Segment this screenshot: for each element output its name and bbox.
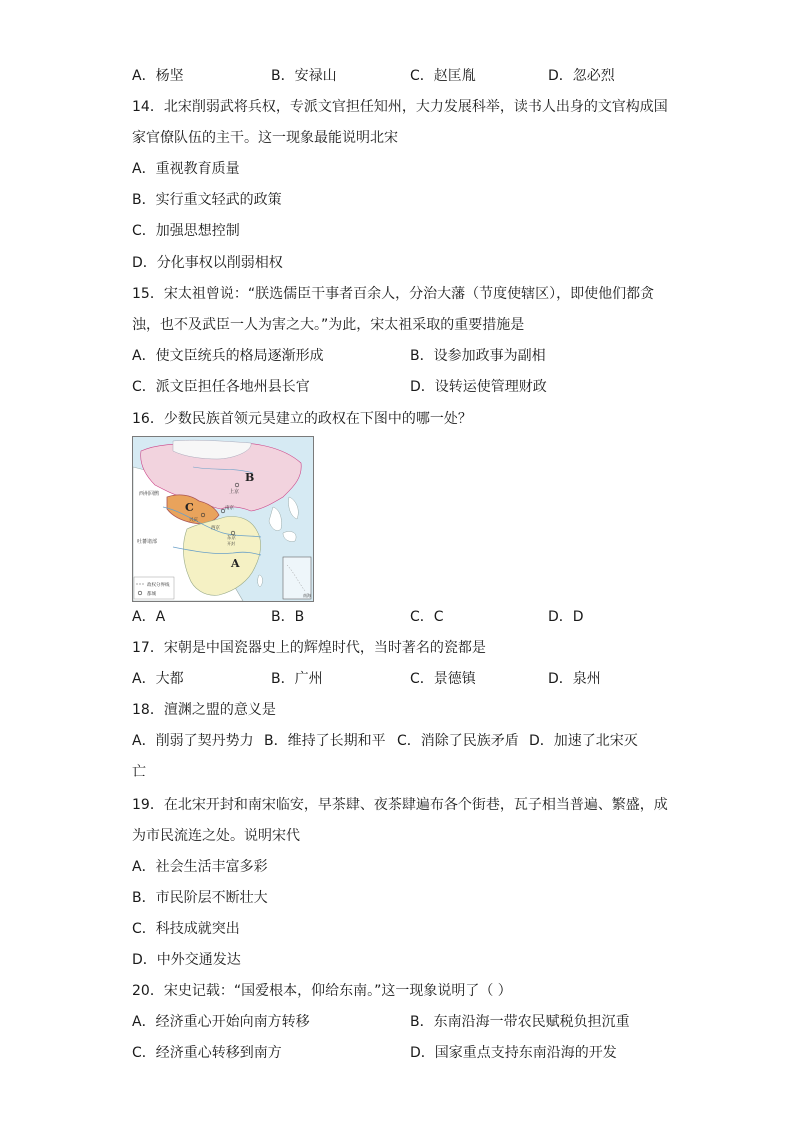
q17-stem: 17．宋朝是中国瓷器史上的辉煌时代，当时著名的瓷都是 (132, 640, 486, 656)
q19-stem-line2: 为市民流连之处。说明宋代 (132, 828, 300, 844)
map-label-a: A (231, 557, 240, 570)
q20-stem: 20．宋史记载：“国爱根本，仰给东南。”这一现象说明了（ ） (132, 983, 512, 999)
q15-stem-line2: 浊，也不及武臣一人为害之大。”为此，宋太祖采取的重要措施是 (132, 317, 525, 333)
q19-option-d: D．中外交通发达 (132, 952, 241, 968)
q19-option-b: B．市民阶层不断壮大 (132, 890, 268, 906)
q15-option-b: B．设参加政事为副相 (410, 348, 546, 364)
q17-option-c: C．景德镇 (410, 671, 476, 687)
map-legend-boundary-label: 政权分界线 (147, 583, 170, 588)
q16-option-d: D．D (548, 609, 584, 625)
q16-option-b: B．B (271, 609, 305, 625)
q13-option-a: A．杨坚 (132, 68, 184, 84)
map-legend-capital-label: 都城 (147, 592, 156, 597)
q15-option-c: C．派文臣担任各地州县长官 (132, 379, 310, 395)
q16-option-a: A．A (132, 609, 166, 625)
q19-option-c: C．科技成就突出 (132, 921, 240, 937)
map-label-nanhai: 南海 (303, 593, 311, 598)
q14-option-b: B．实行重文轻武的政策 (132, 192, 282, 208)
q13-option-d: D．忽必烈 (548, 68, 615, 84)
q17-option-b: B．广州 (271, 671, 323, 687)
q20-option-a: A．经济重心开始向南方转移 (132, 1014, 310, 1030)
q19-option-a: A．社会生活丰富多彩 (132, 859, 268, 875)
map-label-xingqing: 兴庆 (189, 518, 198, 523)
q14-option-c: C．加强思想控制 (132, 223, 240, 239)
map-label-kaifeng: 开封 (227, 541, 235, 546)
q18-option-d-wrap: 亡 (132, 764, 146, 780)
map-label-dongjing: 东京 (227, 536, 236, 541)
map-label-xijing: 西京 (211, 526, 220, 531)
q18-option-c: C．消除了民族矛盾 (397, 733, 519, 749)
map-label-shangjing: 上京 (229, 489, 240, 495)
song-era-map (132, 436, 314, 602)
q20-option-c: C．经济重心转移到南方 (132, 1045, 282, 1061)
q15-option-a: A．使文臣统兵的格局逐渐形成 (132, 348, 324, 364)
map-label-nanjing: 南京 (225, 506, 234, 511)
q16-option-c: C．C (410, 609, 444, 625)
q20-option-d: D．国家重点支持东南沿海的开发 (410, 1045, 617, 1061)
q14-stem-line1: 14．北宋削弱武将兵权，专派文官担任知州，大力发展科举，读书人出身的文官构成国 (132, 99, 668, 115)
q18-option-a: A．削弱了契丹势力 (132, 733, 254, 749)
q14-option-d: D．分化事权以削弱相权 (132, 255, 283, 271)
map-label-tubo: 吐蕃诸部 (137, 539, 158, 545)
q14-stem-line2: 家官僚队伍的主干。这一现象最能说明北宋 (132, 130, 398, 146)
q17-option-a: A．大都 (132, 671, 184, 687)
q18-stem: 18．澶渊之盟的意义是 (132, 702, 276, 718)
map-label-c: C (185, 501, 194, 514)
q17-option-d: D．泉州 (548, 671, 601, 687)
q14-option-a: A．重视教育质量 (132, 161, 240, 177)
q13-option-b: B．安禄山 (271, 68, 337, 84)
q16-stem: 16．少数民族首领元昊建立的政权在下图中的哪一处？ (132, 411, 472, 427)
q19-stem-line1: 19．在北宋开封和南宋临安，早茶肆、夜茶肆遍布各个街巷，瓦子相当普遍、繁盛，成 (132, 797, 668, 813)
map-label-xizhou: 西州回鹘 (139, 491, 160, 497)
q20-option-b: B．东南沿海一带农民赋税负担沉重 (410, 1014, 630, 1030)
q13-option-c: C．赵匡胤 (410, 68, 476, 84)
q18-option-d: D．加速了北宋灭 (529, 733, 638, 749)
q18-option-b: B．维持了长期和平 (264, 733, 386, 749)
q15-stem-line1: 15．宋太祖曾说：“朕选儒臣干事者百余人，分治大藩（节度使辖区），即使他们都贪 (132, 286, 655, 302)
q15-option-d: D．设转运使管理财政 (410, 379, 547, 395)
map-label-b: B (245, 471, 255, 484)
